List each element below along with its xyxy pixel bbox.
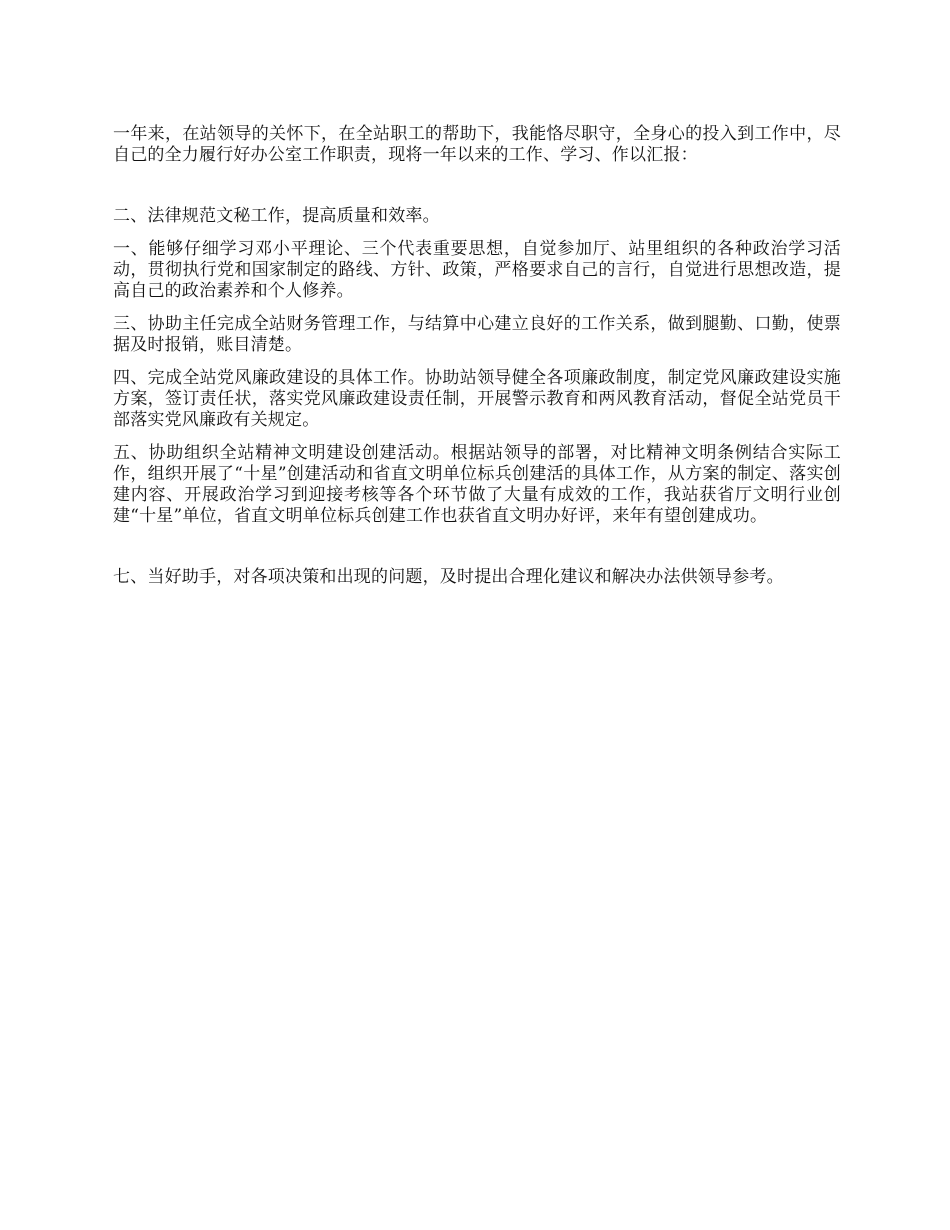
document-body	[113, 124, 841, 588]
intro-paragraph: 一年来，在站领导的关怀下，在全站职工的帮助下，我能恪尽职守，全身心的投入到工作中，尽自己的全力履行好办公室工作职责，现将一年以来的工作、学习、作以汇报：	[113, 124, 841, 165]
paragraph-spacer	[113, 166, 841, 206]
section-seven-paragraph: 七、当好助手，对各项决策和出现的问题，及时提出合理化建议和解决办法供领导参考。	[113, 567, 784, 587]
paragraph-spacer	[113, 431, 841, 443]
paragraph-spacer	[113, 527, 841, 567]
section-one-paragraph: 一、能够仔细学习邓小平理论、三个代表重要思想，自觉参加厅、站里组织的各种政治学习活动，贯彻执行党和国家制定的路线、方针、政策，严格要求自己的言行，自觉进行思想改造，提高自己的政治素养和个人修养。	[113, 239, 841, 301]
paragraph-spacer	[113, 302, 841, 314]
paragraph-spacer	[113, 227, 841, 239]
section-two-paragraph: 二、法律规范文秘工作，提高质量和效率。	[113, 206, 440, 226]
section-five-paragraph: 五、协助组织全站精神文明建设创建活动。根据站领导的部署，对比精神文明条例结合实际工作，组织开展了“十星”创建活动和省直文明单位标兵创建活的具体工作，从方案的制定、落实创建内容、开展政治学习到迎接考核等各个环节做了大量有成效的工作，我站获省厅文明行业创建“十星”单位，省直文明单位标兵创建工作也获省直文明办好评，来年有望创建成功。	[113, 443, 841, 526]
section-three-paragraph: 三、协助主任完成全站财务管理工作，与结算中心建立良好的工作关系，做到腿勤、口勤，使票据及时报销，账目清楚。	[113, 314, 841, 355]
section-four-paragraph: 四、完成全站党风廉政建设的具体工作。协助站领导健全各项廉政制度，制定党风廉政建设实施方案，签订责任状，落实党风廉政建设责任制，开展警示教育和两风教育活动，督促全站党员干部落实党风廉政有关规定。	[113, 368, 841, 430]
paragraph-spacer	[113, 356, 841, 368]
